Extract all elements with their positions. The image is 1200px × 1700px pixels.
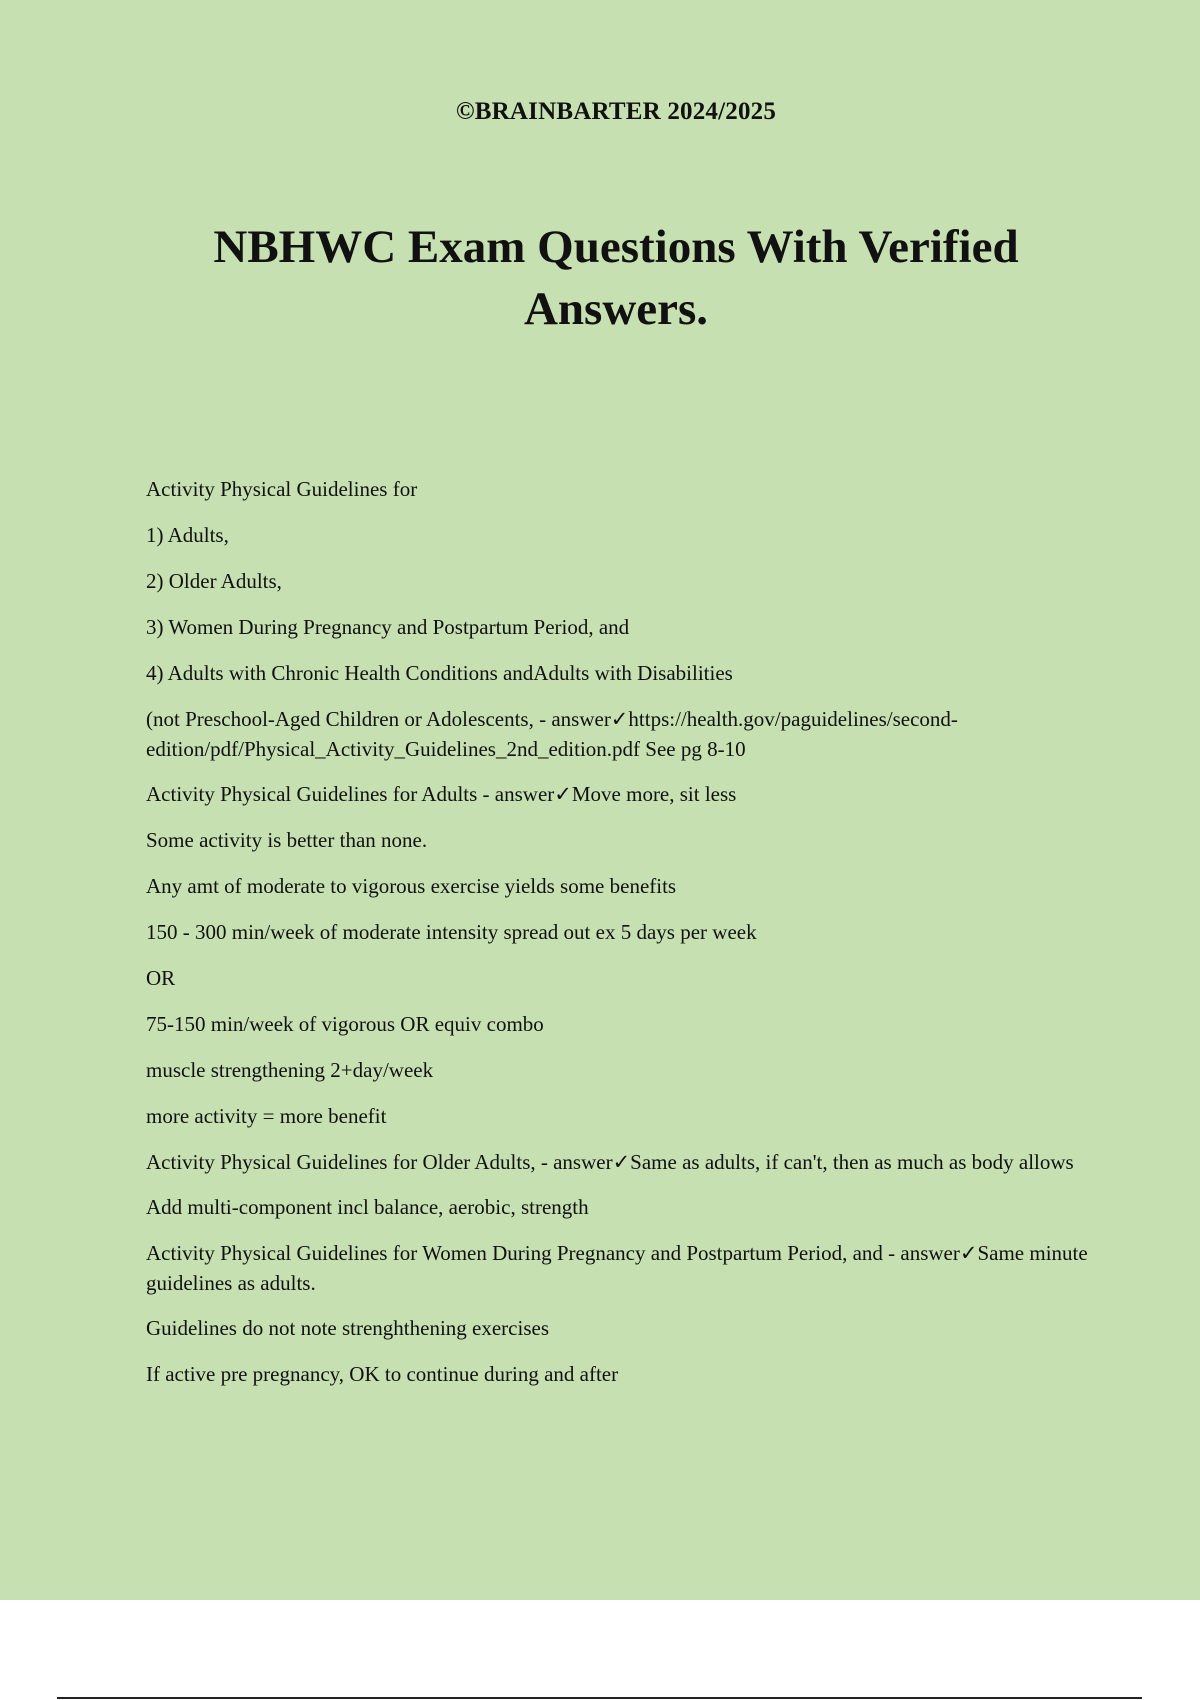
paragraph-item: 2) Older Adults, <box>146 569 282 593</box>
paragraph-text: Some activity is better than none. <box>146 828 428 852</box>
paragraph-text: muscle strengthening 2+day/week <box>146 1058 434 1082</box>
document-body <box>146 474 1096 1405</box>
paragraph-text: more activity = more benefit <box>146 1104 387 1128</box>
paragraph-text: Any amt of moderate to vigorous exercise yields some benefits <box>146 874 677 898</box>
paragraph-text: Add multi-component incl balance, aerobic, strength <box>146 1195 589 1219</box>
paragraph-answer: Activity Physical Guidelines for Older Adults, - answer✓Same as adults, if can't, then as much as body allows <box>146 1150 1074 1174</box>
document-title <box>0 216 1200 340</box>
paragraph-text: 150 - 300 min/week of moderate intensity spread out ex 5 days per week <box>146 920 757 944</box>
title-line-1: NBHWC Exam Questions With Verified <box>213 221 1019 273</box>
paragraph-item: 4) Adults with Chronic Health Conditions andAdults with Disabilities <box>146 661 733 685</box>
footer-divider <box>57 1697 1142 1699</box>
paragraph-heading: Activity Physical Guidelines for <box>146 477 418 501</box>
paragraph-answer-link: (not Preschool-Aged Children or Adolescents, - answer✓https://health.gov/paguidelines/second-edition/pdf/Physical_Activity_Guidelines_2nd_edition.pdf See pg 8-10 <box>146 707 958 761</box>
paragraph-answer: Activity Physical Guidelines for Adults - answer✓Move more, sit less <box>146 782 737 806</box>
paragraph-item: 1) Adults, <box>146 523 229 547</box>
paragraph-text: 75-150 min/week of vigorous OR equiv combo <box>146 1012 544 1036</box>
paragraph-item: 3) Women During Pregnancy and Postpartum Period, and <box>146 615 630 639</box>
copyright-header: ©BRAINBARTER 2024/2025 <box>455 98 777 125</box>
title-line-2: Answers. <box>523 283 709 335</box>
paragraph-text: If active pre pregnancy, OK to continue during and after <box>146 1362 619 1386</box>
paragraph-answer: Activity Physical Guidelines for Women During Pregnancy and Postpartum Period, and - answer✓Same minute guidelines as adults. <box>146 1241 1093 1295</box>
paragraph-text: Guidelines do not note strenghthening exercises <box>146 1316 549 1340</box>
paragraph-text: OR <box>146 966 176 990</box>
